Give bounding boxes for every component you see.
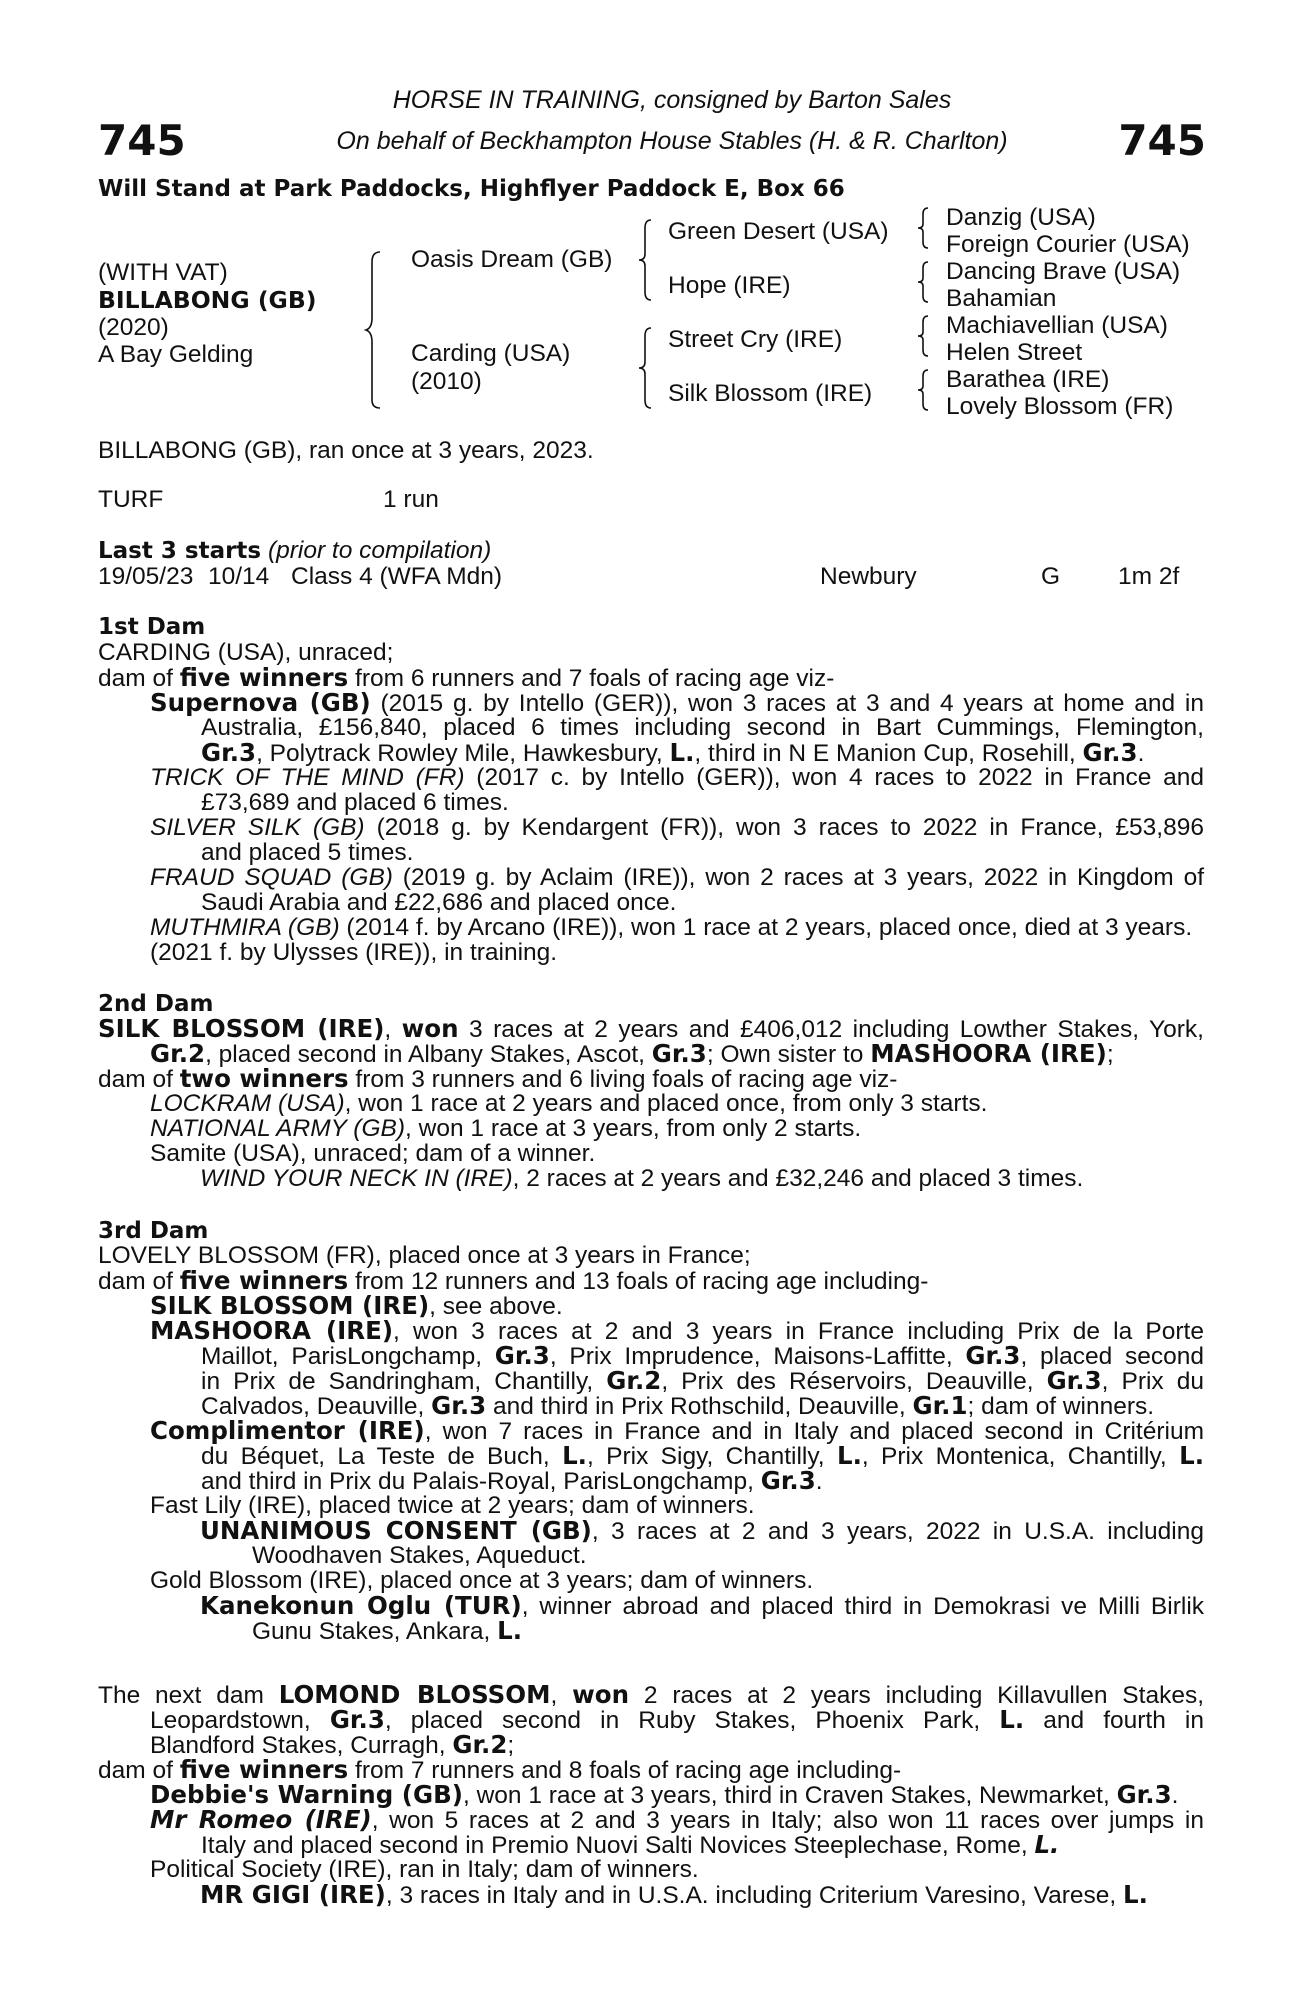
stand-location: Will Stand at Park Paddocks, Highflyer Paddock E, Box 66 (98, 176, 845, 202)
start-class: Class 4 (WFA Mdn) (291, 563, 503, 590)
progeny-mr-gigi: MR GIGI (IRE), 3 races in Italy and in U.S.A. including Criterium Varesino, Varese, L. (200, 1880, 1148, 1909)
next-dam-line3: Blandford Stakes, Curragh, Gr.2; (150, 1730, 515, 1759)
progeny-muthmira: MUTHMIRA (GB) (2014 f. by Arcano (IRE)), won 1 race at 2 years, placed once, died at 3 years. (150, 914, 1193, 941)
progeny-trick-of-the-mind: TRICK OF THE MIND (FR) (2017 c. by Intello (GER)), won 4 races to 2022 in France and (150, 764, 1204, 791)
progeny-mashoora: MASHOORA (IRE), won 3 races at 2 and 3 years in France including Prix de la Porte (150, 1316, 1204, 1345)
pedigree-dam-year: (2010) (411, 368, 482, 395)
lot-number-left: 745 (98, 116, 186, 165)
progeny-mashoora-cont2: in Prix de Sandringham, Chantilly, Gr.2, Prix des Réservoirs, Deauville, Gr.3, Prix du (201, 1366, 1204, 1395)
pedigree-dam: Carding (USA) (411, 340, 571, 367)
second-dam-heading: 2nd Dam (98, 991, 214, 1017)
pedigree-sire: Oasis Dream (GB) (411, 246, 613, 273)
horse-description: A Bay Gelding (98, 341, 254, 368)
vat-note: (WITH VAT) (98, 259, 228, 286)
consignor-line: HORSE IN TRAINING, consigned by Barton Sales (392, 86, 952, 114)
progeny-complimentor-cont2: and third in Prix du Palais-Royal, ParisLongchamp, Gr.3. (201, 1466, 823, 1495)
next-dam-produce-line: dam of five winners from 7 runners and 8 foals of racing age including- (98, 1755, 902, 1784)
second-dam-line2: Gr.2, placed second in Albany Stakes, Ascot, Gr.3; Own sister to MASHOORA (IRE); (150, 1039, 1114, 1068)
progeny-wind-your-neck-in: WIND YOUR NECK IN (IRE), 2 races at 2 years and £32,246 and placed 3 times. (200, 1165, 1084, 1192)
last-starts-heading: Last 3 starts (prior to compilation) (98, 537, 492, 564)
progeny-mashoora-cont3: Calvados, Deauville, Gr.3 and third in Prix Rothschild, Deauville, Gr.1; dam of winners. (201, 1391, 1155, 1420)
next-dam-line1: The next dam LOMOND BLOSSOM, won 2 races at 2 years including Killavullen Stakes, (98, 1680, 1204, 1709)
progeny-kanekonun-oglu: Kanekonun Oglu (TUR), winner abroad and placed third in Demokrasi ve Milli Birlik (200, 1591, 1205, 1620)
pedigree-gg-8: Lovely Blossom (FR) (946, 393, 1174, 420)
progeny-fraud-squad: FRAUD SQUAD (GB) (2019 g. by Aclaim (IRE)), won 2 races at 3 years, 2022 in Kingdom of (150, 864, 1204, 891)
progeny-kanekonun-oglu-cont: Gunu Stakes, Ankara, L. (252, 1616, 523, 1645)
pedigree-bracket-g1 (918, 206, 934, 250)
pedigree-gg-3: Dancing Brave (USA) (946, 258, 1181, 285)
pedigree-sire-sire: Green Desert (USA) (668, 218, 889, 245)
start-position: 10/14 (208, 563, 270, 590)
pedigree-gg-4: Bahamian (946, 285, 1057, 312)
progeny-silk-blossom: SILK BLOSSOM (IRE), see above. (150, 1291, 563, 1320)
progeny-supernova: Supernova (GB) (2015 g. by Intello (GER)), won 3 races at 3 and 4 years at home and in (150, 688, 1204, 717)
progeny-2021-filly: (2021 f. by Ulysses (IRE)), in training. (150, 939, 558, 966)
third-dam-heading: 3rd Dam (98, 1218, 209, 1244)
progeny-trick-cont: £73,689 and placed 6 times. (201, 789, 509, 816)
progeny-supernova-cont1: Australia, £156,840, placed 6 times including second in Bart Cummings, Flemington, (201, 714, 1204, 741)
next-dam-line2: Leopardstown, Gr.3, placed second in Ruby Stakes, Phoenix Park, L. and fourth in (150, 1705, 1204, 1734)
progeny-mashoora-cont1: Maillot, ParisLongchamp, Gr.3, Prix Imprudence, Maisons-Laffitte, Gr.3, placed second (201, 1341, 1204, 1370)
pedigree-bracket-dam (639, 326, 659, 410)
progeny-debbies-warning: Debbie's Warning (GB), won 1 race at 3 years, third in Craven Stakes, Newmarket, Gr.3. (150, 1780, 1179, 1809)
pedigree-gg-7: Barathea (IRE) (946, 366, 1110, 393)
horse-name: BILLABONG (GB) (98, 286, 317, 314)
pedigree-sire-dam: Hope (IRE) (668, 272, 791, 299)
pedigree-bracket-g3 (918, 314, 934, 358)
progeny-national-army: NATIONAL ARMY (GB), won 1 race at 3 years, from only 2 starts. (150, 1115, 862, 1142)
progeny-mr-romeo-cont: Italy and placed second in Premio Nuovi Salti Novices Steeplechase, Rome, L. (201, 1830, 1060, 1859)
pedigree-dam-dam: Silk Blossom (IRE) (668, 380, 873, 407)
progeny-fraud-squad-cont: Saudi Arabia and £22,686 and placed once. (201, 889, 677, 916)
progeny-gold-blossom: Gold Blossom (IRE), placed once at 3 years; dam of winners. (150, 1567, 814, 1594)
progeny-lockram: LOCKRAM (USA), won 1 race at 2 years and placed once, from only 3 starts. (150, 1090, 988, 1117)
turf-label: TURF (98, 486, 164, 513)
progeny-silver-silk-cont: and placed 5 times. (201, 839, 414, 866)
turf-runs: 1 run (383, 486, 439, 513)
horse-year: (2020) (98, 314, 169, 341)
pedigree-bracket-g4 (918, 368, 934, 412)
progeny-mr-romeo: Mr Romeo (IRE), won 5 races at 2 and 3 years in Italy; also won 11 races over jumps in (150, 1805, 1204, 1834)
progeny-samite: Samite (USA), unraced; dam of a winner. (150, 1140, 596, 1167)
pedigree-gg-6: Helen Street (946, 339, 1083, 366)
vendor-line: On behalf of Beckhampton House Stables (H. & R. Charlton) (336, 127, 1008, 155)
pedigree-bracket-main (366, 250, 396, 410)
pedigree-gg-5: Machiavellian (USA) (946, 312, 1168, 339)
progeny-complimentor-cont1: du Béquet, La Teste de Buch, L., Prix Sigy, Chantilly, L., Prix Montenica, Chantilly, L. (201, 1441, 1204, 1470)
third-dam-line: LOVELY BLOSSOM (FR), placed once at 3 years in France; (98, 1242, 751, 1269)
progeny-silver-silk: SILVER SILK (GB) (2018 g. by Kendargent (FR)), won 3 races to 2022 in France, £53,896 (150, 814, 1204, 841)
race-summary: BILLABONG (GB), ran once at 3 years, 2023. (98, 437, 594, 464)
progeny-unanimous-consent-cont: Woodhaven Stakes, Aqueduct. (252, 1542, 587, 1569)
pedigree-bracket-g2 (918, 260, 934, 304)
pedigree-dam-sire: Street Cry (IRE) (668, 326, 843, 353)
start-date: 19/05/23 (98, 563, 194, 590)
first-dam-line: CARDING (USA), unraced; (98, 639, 394, 666)
first-dam-produce-line: dam of five winners from 6 runners and 7 foals of racing age viz- (98, 663, 835, 692)
start-distance: 1m 2f (1118, 563, 1180, 590)
progeny-complimentor: Complimentor (IRE), won 7 races in France and in Italy and placed second in Critérium (150, 1416, 1204, 1445)
start-going: G (1041, 563, 1061, 590)
progeny-unanimous-consent: UNANIMOUS CONSENT (GB), 3 races at 2 and 3 years, 2022 in U.S.A. including (200, 1516, 1205, 1545)
pedigree-bracket-sire (639, 218, 659, 302)
third-dam-produce-line: dam of five winners from 12 runners and 13 foals of racing age including- (98, 1266, 929, 1295)
progeny-fast-lily: Fast Lily (IRE), placed twice at 2 years; dam of winners. (150, 1492, 755, 1519)
second-dam-line1: SILK BLOSSOM (IRE), won 3 races at 2 years and £406,012 including Lowther Stakes, York, (98, 1014, 1204, 1043)
progeny-supernova-cont2: Gr.3, Polytrack Rowley Mile, Hawkesbury, L., third in N E Manion Cup, Rosehill, Gr.3. (201, 738, 1145, 767)
progeny-political-society: Political Society (IRE), ran in Italy; dam of winners. (150, 1856, 699, 1883)
pedigree-gg-2: Foreign Courier (USA) (946, 231, 1190, 258)
pedigree-gg-1: Danzig (USA) (946, 204, 1096, 231)
lot-number-right: 745 (1118, 116, 1206, 165)
first-dam-heading: 1st Dam (98, 614, 206, 640)
second-dam-produce-line: dam of two winners from 3 runners and 6 living foals of racing age viz- (98, 1064, 898, 1093)
start-course: Newbury (820, 563, 917, 590)
